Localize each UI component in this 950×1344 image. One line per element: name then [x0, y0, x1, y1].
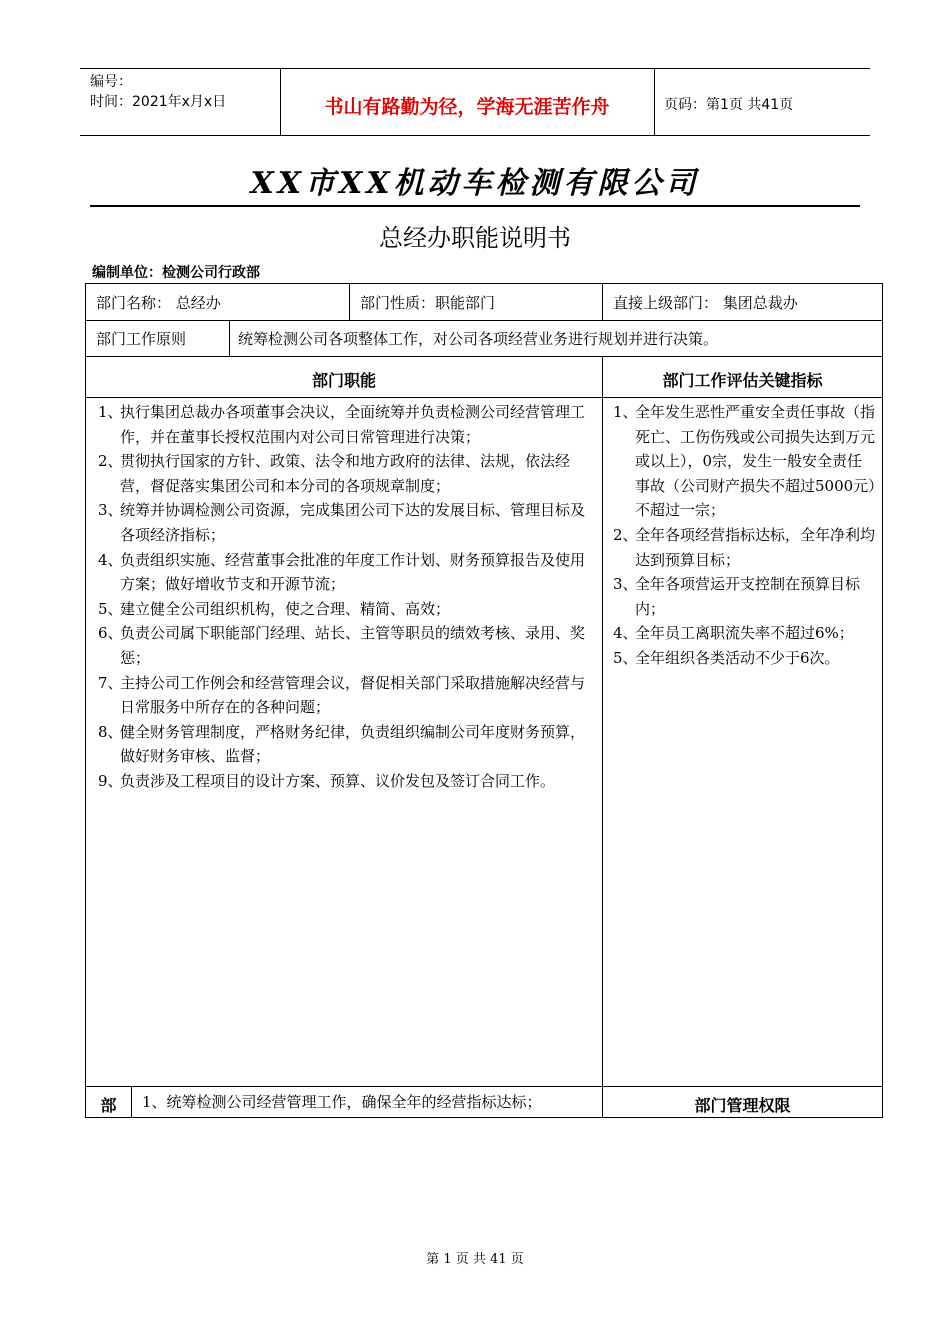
superior-cell [602, 283, 883, 321]
item-text: 负责公司属下职能部门经理、站长、主管等职员的绩效考核、录用、奖惩； [120, 624, 586, 667]
item-text: 统筹并协调检测公司资源，完成集团公司下达的发展目标、管理目标及各项经济指标； [120, 501, 586, 544]
list-item [98, 400, 594, 449]
dept-nature: 部门性质：职能部门 [360, 294, 496, 312]
kpi-cell [602, 397, 883, 1087]
principle-label: 部门工作原则 [96, 330, 187, 348]
list-item [98, 498, 594, 547]
principle-label-cell [85, 320, 230, 357]
company-name: XX市XX机动车检测有限公司 [250, 166, 700, 201]
item-number: 1、 [613, 403, 638, 421]
list-item [98, 621, 594, 670]
item-text: 全年各项营运开支控制在预算目标内； [635, 575, 861, 618]
item-number: 4、 [98, 550, 123, 569]
item-text: 全年员工离职流失率不超过6%； [635, 624, 854, 643]
page-info: 页码：第1页 共41页 [664, 97, 794, 113]
item-text: 贯彻执行国家的方针、政策、法令和地方政府的法律、法规，依法经营，督促落实集团公司和本分司的各项规章制度； [120, 452, 571, 495]
principle-text: 统筹检测公司各项整体工作，对公司各项经营业务进行规划并进行决策。 [238, 330, 719, 348]
title-rule [90, 205, 860, 207]
list-item [98, 449, 594, 498]
item-text: 负责涉及工程项目的设计方案、预算、议价发包及签订合同工作。 [120, 771, 556, 790]
bottom-text-cell [131, 1086, 603, 1118]
list-item [98, 720, 594, 769]
motto: 书山有路勤为径，学海无涯苦作舟 [324, 96, 610, 118]
header-top-rule [80, 68, 870, 69]
item-number: 7、 [98, 673, 123, 692]
item-text: 执行集团总裁办各项董事会决议，全面统筹并负责检测公司经营管理工作，并在董事长授权范围内对公司日常管理进行决策； [120, 403, 586, 446]
list-item [98, 671, 594, 720]
dept-nature-cell [349, 283, 603, 321]
item-number: 9、 [98, 771, 123, 790]
authority-header-cell [602, 1086, 883, 1118]
header-divider-right [654, 68, 655, 135]
list-item [613, 572, 876, 621]
authority-header: 部门管理权限 [694, 1096, 791, 1115]
item-number: 8、 [98, 722, 123, 741]
item-number: 5、 [98, 599, 123, 618]
list-item [613, 523, 876, 572]
header-meta [90, 72, 226, 112]
bottom-label-cell [85, 1086, 132, 1118]
item-text: 全年组织各类活动不少于6次。 [635, 648, 840, 667]
header-bottom-rule [80, 135, 870, 136]
item-text: 负责组织实施、经营董事会批准的年度工作计划、财务预算报告及使用方案；做好增收节支和开源节流； [120, 550, 586, 594]
bottom-label: 部 [100, 1096, 117, 1115]
page-footer: 第 1 页 共 41 页 [426, 1252, 524, 1267]
kpi-header: 部门工作评估关键指标 [662, 371, 823, 390]
time-label: 时间：2021年x月x日 [90, 94, 227, 110]
document-title: 总经办职能说明书 [379, 224, 571, 252]
list-item [613, 400, 876, 523]
bottom-text: 1、统筹检测公司经营管理工作，确保全年的经营指标达标； [142, 1093, 542, 1111]
compile-unit: 编制单位：检测公司行政部 [92, 265, 260, 281]
header-divider-left [280, 68, 281, 135]
item-number: 6、 [98, 624, 123, 643]
item-number: 3、 [98, 501, 123, 520]
principle-text-cell [229, 320, 883, 357]
dept-name-cell [85, 283, 350, 321]
list-item [98, 597, 594, 622]
functions-list [98, 400, 594, 794]
item-text: 建立健全公司组织机构，使之合理、精简、高效； [120, 599, 451, 618]
item-text: 主持公司工作例会和经营管理会议，督促相关部门采取措施解决经营与日常服务中所存在的各种问题； [120, 673, 586, 717]
functions-header-cell [85, 356, 603, 398]
list-item [98, 548, 594, 597]
dept-name: 部门名称： 总经办 [96, 294, 221, 312]
item-number: 3、 [613, 575, 638, 594]
item-number: 2、 [98, 452, 123, 471]
item-text: 全年发生恶性严重安全责任事故（指死亡、工伤伤残或公司损失达到万元或以上），0宗，发生一般安全责任事故（公司财产损失不超过5000元）不超过一宗； [635, 403, 876, 520]
item-number: 2、 [613, 525, 638, 544]
item-text: 全年各项经营指标达标，全年净利均达到预算目标； [635, 525, 876, 569]
item-text: 健全财务管理制度，严格财务纪律，负责组织编制公司年度财务预算，做好财务审核、监督； [120, 722, 586, 766]
kpi-header-cell [602, 356, 883, 398]
functions-header: 部门职能 [311, 371, 376, 390]
number-label: 编号： [90, 74, 132, 90]
superior-dept: 直接上级部门： 集团总裁办 [613, 294, 798, 312]
kpi-list [613, 400, 876, 671]
list-item [98, 769, 594, 794]
item-number: 4、 [613, 624, 638, 643]
list-item [613, 621, 876, 646]
list-item [613, 646, 876, 671]
item-number: 5、 [613, 648, 638, 667]
functions-cell [85, 397, 603, 1087]
item-number: 1、 [98, 403, 123, 421]
